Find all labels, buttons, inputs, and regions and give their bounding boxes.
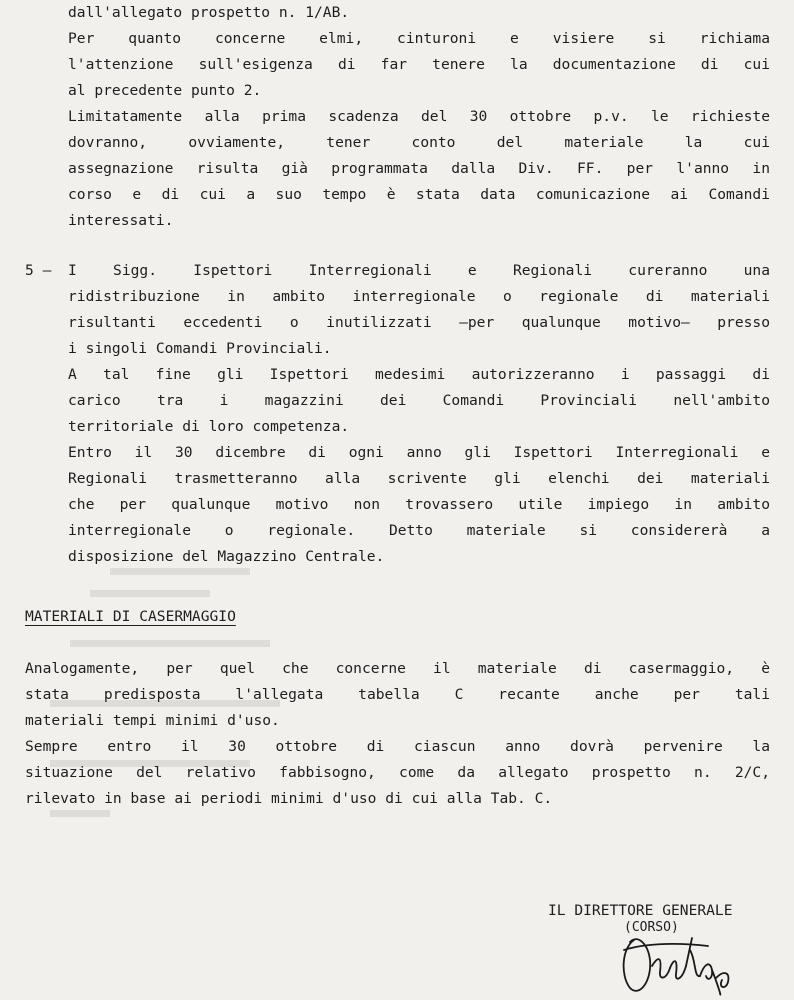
text-line: risultanti eccedenti o inutilizzati –per qualunque motivo– presso — [68, 314, 770, 331]
item-5-body — [68, 258, 770, 570]
text-line: Per quanto concerne elmi, cinturoni e visiere si richiama — [68, 30, 770, 47]
text-line: carico tra i magazzini dei Comandi Provinciali nell'ambito — [68, 392, 770, 409]
text-line: al precedente punto 2. — [68, 82, 262, 99]
text-line: interregionale o regionale. Detto materiale si considererà a — [68, 522, 770, 539]
text-line: ridistribuzione in ambito interregionale o regionale di materiali — [68, 288, 770, 305]
text-line: Sempre entro il 30 ottobre di ciascun anno dovrà pervenire la — [25, 738, 770, 755]
text-line: assegnazione risulta già programmata dalla Div. FF. per l'anno in — [68, 160, 770, 177]
text-line: territoriale di loro competenza. — [68, 418, 350, 435]
text-line: che per qualunque motivo non trovassero utile impiego in ambito — [68, 496, 770, 513]
text-line: interessati. — [68, 212, 174, 229]
text-line: disposizione del Magazzino Centrale. — [68, 548, 385, 565]
item-number: 5 – — [25, 262, 52, 279]
text-line: stata predisposta l'allegata tabella C recante anche per tali — [25, 686, 770, 703]
text-line: corso e di cui a suo tempo è stata data comunicazione ai Comandi — [68, 186, 770, 203]
section-heading: MATERIALI DI CASERMAGGIO — [25, 608, 236, 625]
signatory-name: (CORSO) — [624, 920, 679, 935]
text-line: dall'allegato prospetto n. 1/AB. — [68, 4, 350, 21]
paragraph-intro — [68, 0, 770, 234]
text-line: l'attenzione sull'esigenza di far tenere la documentazione di cui — [68, 56, 770, 73]
text-line: i singoli Comandi Provinciali. — [68, 340, 332, 357]
paragraph-casermaggio — [25, 656, 770, 812]
text-line: situazione del relativo fabbisogno, come da allegato prospetto n. 2/C, — [25, 764, 770, 781]
text-line: I Sigg. Ispettori Interregionali e Regionali cureranno una — [68, 262, 770, 279]
signatory-title: IL DIRETTORE GENERALE — [548, 902, 733, 919]
text-line: Analogamente, per quel che concerne il materiale di casermaggio, è — [25, 660, 770, 677]
text-line: Regionali trasmetteranno alla scrivente gli elenchi dei materiali — [68, 470, 770, 487]
handwritten-signature — [612, 920, 772, 998]
text-line: materiali tempi minimi d'uso. — [25, 712, 280, 729]
text-line: rilevato in base ai periodi minimi d'uso di cui alla Tab. C. — [25, 790, 553, 807]
text-line: A tal fine gli Ispettori medesimi autorizzeranno i passaggi di — [68, 366, 770, 383]
text-line: Limitatamente alla prima scadenza del 30 ottobre p.v. le richieste — [68, 108, 770, 125]
text-line: dovranno, ovviamente, tener conto del materiale la cui — [68, 134, 770, 151]
text-line: Entro il 30 dicembre di ogni anno gli Ispettori Interregionali e — [68, 444, 770, 461]
